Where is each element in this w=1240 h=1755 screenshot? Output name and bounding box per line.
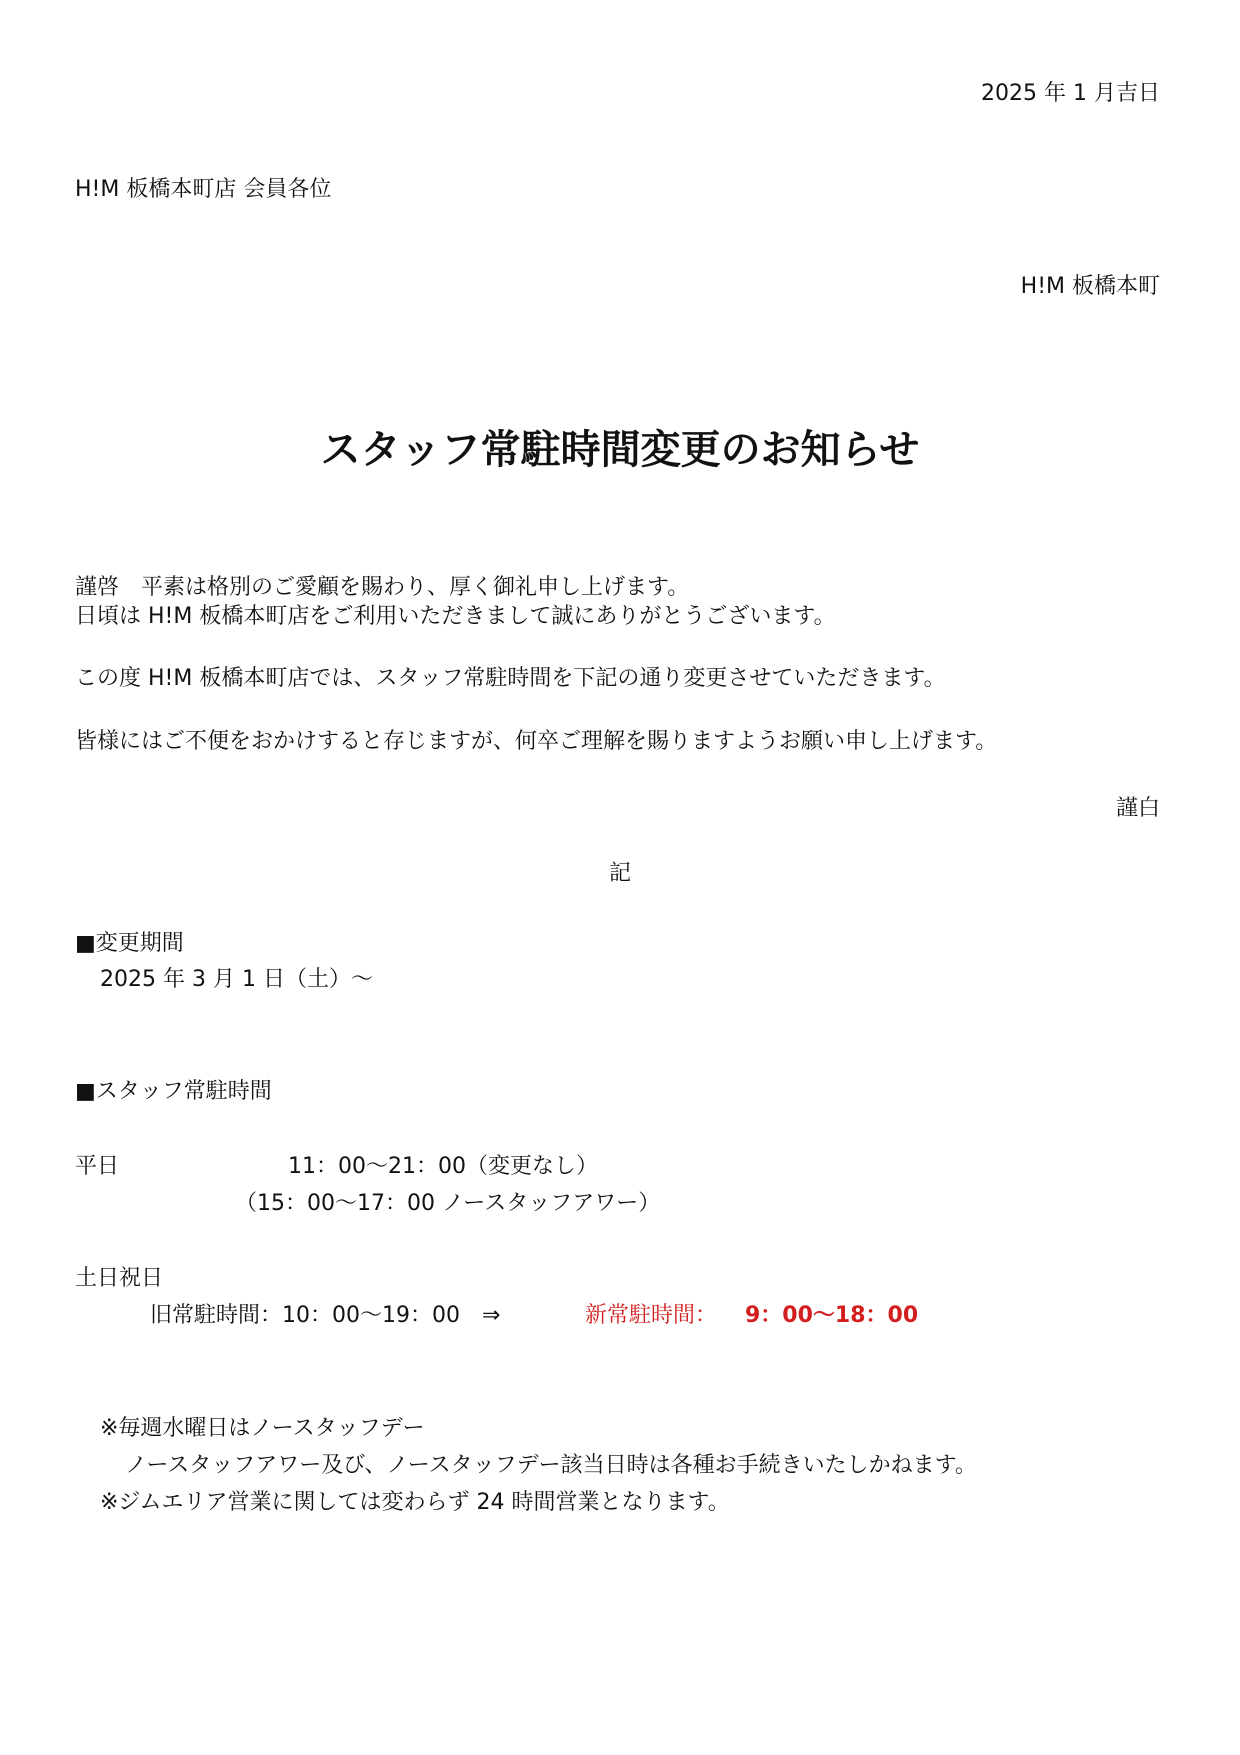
document-date: 2025 年 1 月吉日 xyxy=(981,81,1160,106)
new-hours-value: 9：00～18：00 xyxy=(745,1303,919,1328)
note-gym-24h: ※ジムエリア営業に関しては変わらず 24 時間営業となります。 xyxy=(100,1490,730,1515)
weekday-label: 平日 xyxy=(75,1154,120,1179)
weekday-hours: 11：00～21：00（変更なし） xyxy=(288,1154,598,1179)
body-line-1: 謹啓 平素は格別のご愛顧を賜わり、厚く御礼申し上げます。 xyxy=(75,575,690,600)
holiday-label: 土日祝日 xyxy=(75,1266,164,1291)
staff-hours-heading: ■スタッフ常駐時間 xyxy=(75,1079,272,1104)
weekday-no-staff-note: （15：00～17：00 ノースタッフアワー） xyxy=(235,1191,661,1216)
new-hours-label: 新常駐時間： xyxy=(585,1303,718,1328)
period-heading: ■変更期間 xyxy=(75,931,184,956)
body-line-2: 日頃は H!M 板橋本町店をご利用いただきまして誠にありがとうございます。 xyxy=(75,604,836,629)
ki-marker: 記 xyxy=(608,861,631,886)
period-value: 2025 年 3 月 1 日（土）～ xyxy=(100,967,373,992)
page-title: スタッフ常駐時間変更のお知らせ xyxy=(320,427,920,473)
recipient: H!M 板橋本町店 会員各位 xyxy=(75,177,332,202)
old-hours: 旧常駐時間：10：00～19：00 ⇒ xyxy=(150,1303,501,1328)
sender: H!M 板橋本町 xyxy=(1020,274,1160,299)
closing-word: 謹白 xyxy=(1115,796,1160,821)
body-line-3: この度 H!M 板橋本町店では、スタッフ常駐時間を下記の通り変更させていただきます。 xyxy=(75,666,946,691)
body-line-4: 皆様にはご不便をおかけすると存じますが、何卒ご理解を賜りますようお願い申し上げます。 xyxy=(75,729,998,754)
note-no-procedures: ノースタッフアワー及び、ノースタッフデー該当日時は各種お手続きいたしかねます。 xyxy=(125,1453,977,1478)
note-wednesday: ※毎週水曜日はノースタッフデー xyxy=(100,1416,425,1441)
